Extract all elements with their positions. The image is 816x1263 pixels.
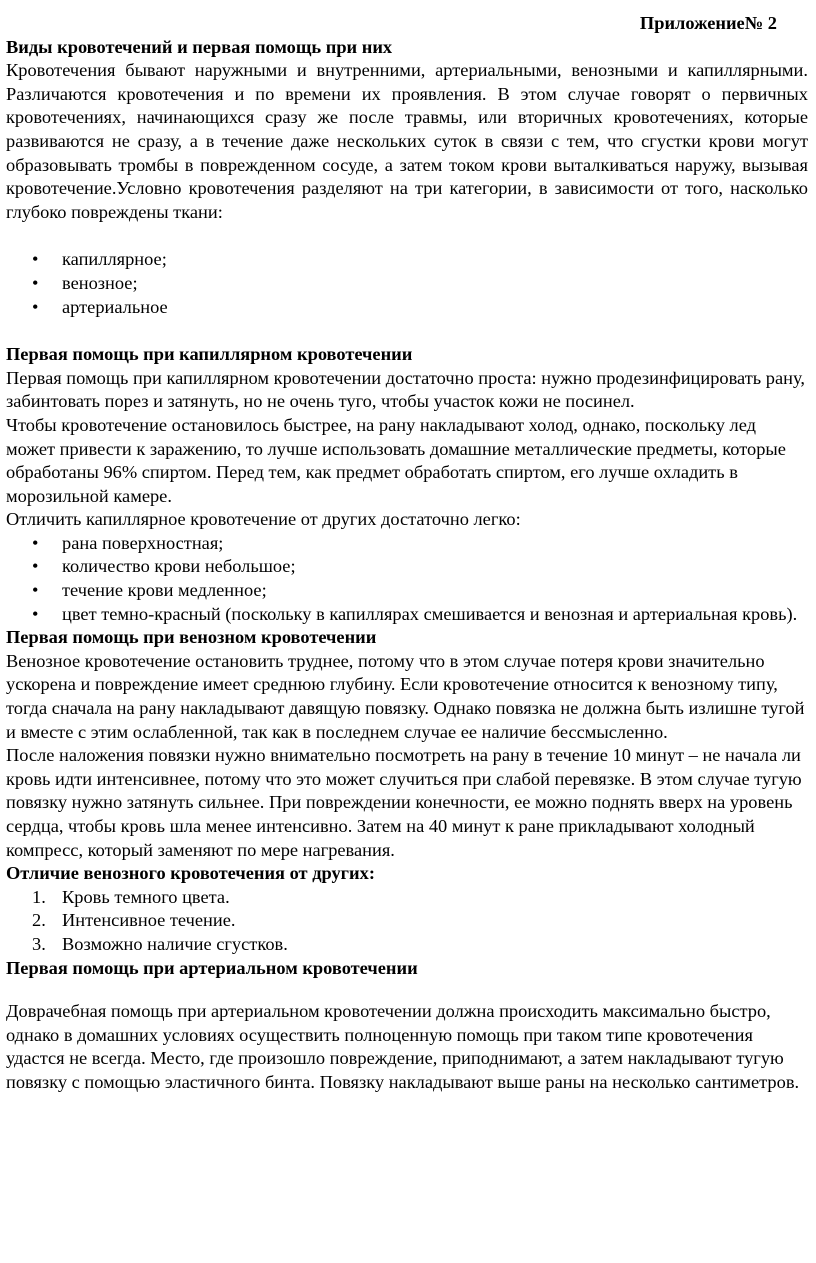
spacer — [6, 319, 808, 343]
list-item: • капиллярное; — [6, 248, 808, 272]
list-item: • рана поверхностная; — [6, 532, 808, 556]
bullet-icon: • — [32, 556, 39, 577]
intro-paragraph: Кровотечения бывают наружными и внутренними, артериальными, венозными и капиллярными. Различаются кровотечения и по времени их проявления. В этом случае говорят о первичных кровотечениях, начинающихся сразу же после травмы, или вторичных кровотечениях, которые развиваются не сразу, а в течение даже нескольких суток в связи с тем, что сгустки крови могут образовывать тромбы в поврежденном сосуде, а затем током крови выталкиваться наружу, вызывая кровотечение.Условно кровотечения разделяют на три категории, в зависимости от того, насколько глубоко повреждены ткани: — [6, 60, 808, 222]
list-item: • течение крови медленное; — [6, 579, 808, 603]
bullet-icon: • — [32, 532, 39, 553]
list-number: 3. — [32, 933, 46, 954]
arterial-heading: Первая помощь при артериальном кровотечении — [6, 957, 418, 978]
list-item: • венозное; — [6, 272, 808, 296]
capillary-paragraph-1: Первая помощь при капиллярном кровотечении достаточно проста: нужно продезинфицировать рану, забинтовать порез и затянуть, но не очень туго, чтобы участок кожи не посинел. — [6, 367, 805, 412]
venous-diff-list — [6, 886, 808, 957]
bullet-icon: • — [32, 296, 39, 317]
list-item: 3. Возможно наличие сгустков. — [6, 933, 808, 957]
document-title: Виды кровотечений и первая помощь при них — [6, 36, 393, 57]
venous-diff-heading: Отличие венозного кровотечения от других: — [6, 863, 375, 884]
spacer — [6, 980, 808, 1000]
bullet-icon: • — [32, 603, 39, 624]
venous-paragraph-2: После наложения повязки нужно внимательно посмотреть на рану в течение 10 минут – не начала ли кровь идти интенсивнее, потому что это может случиться при слабой перевязке. В этом случае тугую повязку нужно затянуть сильнее. При повреждении конечности, ее можно поднять вверх на уровень сердца, чтобы кровь шла менее интенсивно. Затем на 40 минут к ране прикладывают холодный компресс, который заменяют по мере нагревания. — [6, 745, 802, 860]
list-item: • цвет темно-красный (поскольку в капиллярах смешивается и венозная и артериальная кровь). — [6, 603, 808, 627]
bullet-icon: • — [32, 272, 39, 293]
capillary-signs-list — [6, 532, 808, 626]
capillary-heading: Первая помощь при капиллярном кровотечении — [6, 344, 413, 365]
list-item: • количество крови небольшое; — [6, 555, 808, 579]
list-item: • артериальное — [6, 296, 808, 320]
capillary-paragraph-3: Отличить капиллярное кровотечение от других достаточно легко: — [6, 509, 521, 530]
appendix-label: Приложение№ 2 — [639, 13, 777, 33]
list-number: 1. — [32, 886, 46, 907]
bullet-icon: • — [32, 580, 39, 601]
bullet-icon: • — [32, 249, 39, 270]
capillary-paragraph-2: Чтобы кровотечение остановилось быстрее, на рану накладывают холод, однако, поскольку лед может привести к заражению, то лучше использовать домашние металлические предметы, которые обработаны 96% спиртом. Перед тем, как предмет обработать спиртом, его лучше охладить в морозильной камере. — [6, 414, 786, 506]
list-item: 1. Кровь темного цвета. — [6, 886, 808, 910]
categories-list — [6, 248, 808, 319]
list-number: 2. — [32, 910, 46, 931]
venous-heading: Первая помощь при венозном кровотечении — [6, 627, 377, 648]
spacer — [6, 224, 808, 248]
list-item: 2. Интенсивное течение. — [6, 909, 808, 933]
venous-paragraph-1: Венозное кровотечение остановить труднее, потому что в этом случае потеря крови значительно ускорена и повреждение имеет среднюю глубину. Если кровотечение относится к венозному типу, тогда сначала на рану накладывают давящую повязку. Однако повязка не должна быть излишне тугой и вместе с этим ослабленной, так как в последнем случае ее наличие бессмысленно. — [6, 650, 805, 742]
arterial-paragraph-1: Доврачебная помощь при артериальном кровотечении должна происходить максимально быстро, однако в домашних условиях осуществить полноценную помощь при таком типе кровотечения удастся не всегда. Место, где произошло повреждение, приподнимают, а затем накладывают тугую повязку с помощью эластичного бинта. Повязку накладывают выше раны на несколько сантиметров. — [6, 1001, 800, 1092]
